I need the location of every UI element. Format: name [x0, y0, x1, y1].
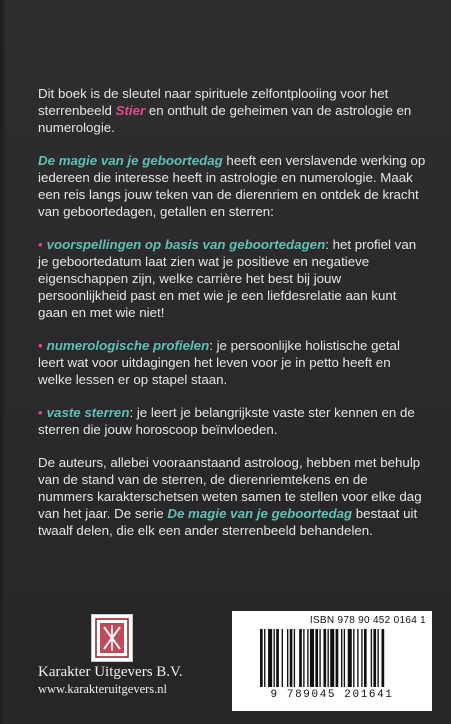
- bullet-icon: •: [38, 237, 43, 252]
- barcode-bar: [357, 629, 358, 687]
- publisher-info: [38, 663, 218, 697]
- barcode-bar: [328, 629, 329, 687]
- barcode-bar: [382, 629, 385, 687]
- bullet-item: [38, 337, 426, 388]
- barcode-bar: [377, 629, 378, 687]
- barcode-bar: [323, 629, 326, 687]
- bullet-text: : het profiel van je geboortedatum laat zien wat je positieve en negatieve eigenschappen zijn, welke carrière het best bij jouw persoonlijkheid past en met wie je een liefdesrelatie aan kunt gaan en met wie niet!: [38, 237, 417, 320]
- barcode-bar: [290, 629, 293, 687]
- barcode-bar: [310, 629, 314, 687]
- barcode-bar: [276, 629, 279, 687]
- barcode-bar: [282, 629, 283, 687]
- barcode-icon: [260, 629, 424, 687]
- zodiac-sign: Stier: [115, 103, 146, 118]
- isbn-label: ISBN 978 90 452 0164 1: [309, 615, 426, 626]
- blurb: [38, 85, 426, 555]
- barcode-bar: [353, 629, 354, 687]
- series-title: De magie van je geboortedag: [38, 153, 223, 168]
- barcode-bar: [319, 629, 320, 687]
- barcode-bar: [344, 629, 345, 687]
- bullet-text: : je leert je belangrijkste vaste ster kennen en de sterren die jouw horoscoop beïnvloeden.: [38, 405, 415, 437]
- description-paragraph: [38, 152, 426, 220]
- barcode-bar: [361, 629, 362, 687]
- barcode-bar: [373, 629, 376, 687]
- barcode-bar: [260, 629, 263, 687]
- barcode-bar: [341, 629, 342, 687]
- intro-paragraph: [38, 85, 426, 136]
- publisher-name: Karakter Uitgevers B.V.: [38, 664, 183, 680]
- bullet-title: voorspellingen op basis van geboortedagen: [46, 237, 326, 252]
- bullet-icon: •: [38, 405, 43, 420]
- barcode-bar: [303, 629, 304, 687]
- intro-text-start: Dit boek is de sleutel naar spirituele zelfontplooiing voor het sterrenbeeld: [38, 86, 389, 118]
- bullet-icon: •: [38, 338, 43, 353]
- barcode-bar: [371, 629, 372, 687]
- publisher-url: www.karakteruitgevers.nl: [38, 682, 168, 696]
- barcode-bar: [268, 629, 272, 687]
- bullet-item: [38, 236, 426, 321]
- barcode-bar: [299, 629, 302, 687]
- closing-text-start: De auteurs, allebei vooraanstaand astroloog, hebben met behulp van de stand van de sterren, de dierenriemtekens en de nummers karakterschetsen weten samen te stellen voor elke dag van het jaar. De serie: [38, 455, 422, 521]
- barcode-bar: [274, 629, 275, 687]
- barcode-digits: 9 789045 201641: [270, 689, 394, 701]
- barcode-bar: [315, 629, 318, 687]
- spine-edge: [0, 0, 6, 724]
- intro-text-end: en onthult de geheimen van de astrologie en numerologie.: [38, 103, 412, 135]
- closing-text-end: bestaat uit twaalf delen, die elk een ander sterrenbeeld behandelen.: [38, 506, 418, 538]
- series-title: De magie van je geboortedag: [167, 506, 353, 521]
- barcode-bar: [330, 629, 334, 687]
- publisher-logo-icon: [91, 614, 133, 662]
- bullet-title: vaste sterren: [46, 405, 130, 420]
- barcode-bar: [287, 629, 288, 687]
- barcode-bar: [348, 629, 352, 687]
- description-text: heeft een verslavende werking op iedereen die interesse heeft in astrologie en numerologie. Maak een reis langs jouw teken van de dierenriem en ontdek de kracht van geboortedagen, getallen en sterren:: [38, 153, 426, 219]
- barcode-bar: [364, 629, 367, 687]
- bullet-text: : je persoonlijke holistische getal leert wat voor uitdagingen het leven voor je in petto heeft en welke lessen er op stapel staan.: [38, 338, 400, 387]
- barcode-bar: [336, 629, 339, 687]
- bullet-item: [38, 404, 426, 438]
- barcode-bar: [294, 629, 295, 687]
- barcode: [232, 611, 432, 711]
- bullet-title: numerologische profielen: [46, 338, 210, 353]
- closing-paragraph: [38, 454, 426, 539]
- barcode-bar: [307, 629, 308, 687]
- barcode-bar: [264, 629, 265, 687]
